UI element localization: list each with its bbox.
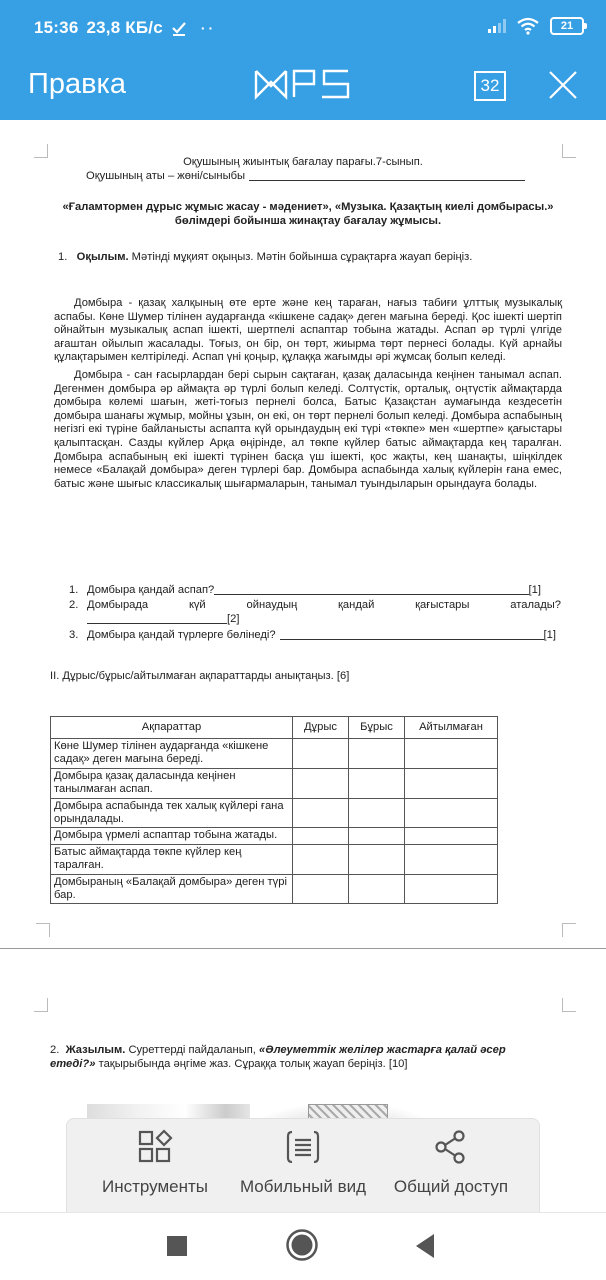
sheet-title: Оқушының жиынтық бағалау парағы.7-сынып. — [183, 156, 423, 168]
page-corner-mark — [562, 998, 576, 1012]
statement-cell: Домбыраның «Балақай домбыра» деген түрі бар. — [51, 874, 293, 904]
not-stated-cell[interactable] — [405, 798, 498, 828]
true-cell[interactable] — [293, 844, 349, 874]
mobile-view-label: Мобильный вид — [239, 1177, 367, 1196]
false-cell[interactable] — [349, 828, 405, 844]
home-icon[interactable] — [285, 1228, 319, 1262]
answer-field[interactable] — [214, 584, 528, 595]
signal-icon — [488, 19, 506, 33]
statement-cell: Батыс аймақтарда төкпе күйлер кең таралған. — [51, 844, 293, 874]
battery-icon: 21 — [550, 17, 584, 35]
task-number: 2. — [50, 1044, 60, 1056]
task-label: Оқылым. — [76, 251, 129, 263]
status-bar — [0, 0, 606, 56]
back-icon[interactable] — [414, 1233, 436, 1259]
table-row — [51, 739, 498, 769]
task-number: 1. — [58, 251, 68, 263]
reading-passage — [54, 297, 562, 491]
table-row — [51, 874, 498, 904]
question-item-cont — [87, 613, 239, 627]
question-points: [1] — [528, 584, 541, 596]
false-cell[interactable] — [349, 844, 405, 874]
question-item — [69, 599, 561, 613]
task-text: тақырыбында әңгіме жаз. Сұраққа толық жауап беріңіз. [10] — [95, 1057, 408, 1070]
not-stated-cell[interactable] — [405, 844, 498, 874]
mobile-view-icon — [285, 1129, 321, 1165]
table-row — [51, 768, 498, 798]
table-header-row — [51, 717, 498, 739]
col-header: Бұрыс — [349, 717, 405, 739]
page-corner-mark — [34, 998, 48, 1012]
page-corner-mark — [36, 923, 50, 937]
question-item — [69, 584, 541, 598]
network-speed: 23,8 КБ/с — [86, 18, 163, 37]
essay-topic: «Әлеуметтік желілер жастарға қалай әсер етеді?» — [50, 1044, 506, 1070]
not-stated-cell[interactable] — [405, 828, 498, 844]
statement-cell: Домбыра аспабында тек халық күйлері ғана орындалады. — [51, 798, 293, 828]
statement-cell: Домбыра қазақ даласында кеңінен танылмаған аспап. — [51, 768, 293, 798]
section2-title: II. Дұрыс/бұрыс/айтылмаған ақпараттарды анықтаңыз. [6] — [50, 670, 350, 682]
question-number: 1. — [69, 584, 79, 596]
wifi-icon — [516, 17, 540, 35]
share-icon — [433, 1129, 469, 1165]
task-label: Жазылым. — [65, 1044, 126, 1056]
task-text: Мәтінді мұқият оқыңыз. Мәтін бойынша сұрақтарға жауап беріңіз. — [128, 251, 473, 263]
tools-label: Инструменты — [101, 1177, 208, 1196]
app-header — [0, 0, 606, 120]
answer-field[interactable] — [87, 613, 227, 624]
tools-icon — [137, 1129, 173, 1165]
tools-button[interactable] — [81, 1119, 229, 1212]
system-nav-bar — [0, 1212, 606, 1280]
student-name-field[interactable] — [249, 170, 525, 181]
student-name-label: Оқушының аты – жөні/сыныбы — [86, 170, 246, 182]
edit-button[interactable]: Правка — [28, 68, 126, 100]
question-points: [1] — [543, 629, 556, 641]
false-cell[interactable] — [349, 874, 405, 904]
col-header: Дұрыс — [293, 717, 349, 739]
col-header: Айтылмаған — [405, 717, 498, 739]
passage-paragraph: Домбыра - қазақ халқының өте ерте және кең тараған, нағыз табиғи ұлттық музыкалық аспабы. Көне Шумер тілінен аударғанда «кішкене садақ» деген мағына береді. Қос ішекті шертіп ойнайтын музыкалық аспап ішекті, шертпелі аспаптар тобына жатады. Аспап әр түрлі үлгіде ағаштан ойылып жасалады. Тоғыз, он бір, он төрт, жиырма төрт пернесі болады. Күй арнайы құлақтарымен келтіріледі. Аспап үні қоңыр, құлаққа жағымды әрі жұмсақ болып келеді. — [54, 297, 562, 364]
status-left — [34, 18, 216, 38]
section-heading: «Ғаламтормен дұрыс жұмыс жасау - мәдениет», «Музыка. Қазақтың киелі домбырасы.» бөлімдері бойынша жинақтау бағалау жұмысы. — [62, 201, 554, 227]
false-cell[interactable] — [349, 739, 405, 769]
wps-logo — [254, 68, 352, 100]
download-done-icon — [171, 20, 187, 36]
app-toolbar — [0, 56, 606, 120]
answer-field[interactable] — [280, 629, 544, 640]
share-button[interactable] — [377, 1119, 525, 1212]
table-row — [51, 828, 498, 844]
true-cell[interactable] — [293, 874, 349, 904]
true-false-table — [50, 716, 498, 904]
true-cell[interactable] — [293, 739, 349, 769]
question-text: Домбыра қандай аспап? — [87, 584, 215, 596]
document-view[interactable] — [0, 120, 606, 1280]
not-stated-cell[interactable] — [405, 739, 498, 769]
not-stated-cell[interactable] — [405, 874, 498, 904]
question-number: 3. — [69, 629, 79, 641]
question-text: Домбыра қандай түрлерге бөлінеді? — [87, 629, 276, 641]
page-separator — [0, 948, 606, 949]
statement-cell: Домбыра үрмелі аспаптар тобына жатады. — [51, 828, 293, 844]
close-icon[interactable] — [546, 68, 580, 102]
page-corner-mark — [562, 923, 576, 937]
true-cell[interactable] — [293, 798, 349, 828]
more-notifications-icon: ·· — [200, 20, 217, 36]
student-name-line — [86, 170, 525, 184]
statement-cell: Көне Шумер тілінен аударғанда «кішкене садақ» деген мағына береді. — [51, 739, 293, 769]
clock: 15:36 — [34, 18, 79, 37]
question-number: 2. — [69, 599, 79, 611]
question-text: Домбырада күй ойнаудың қандай қағыстары аталады? — [87, 599, 561, 611]
page-count-button[interactable]: 32 — [474, 71, 506, 101]
task-text: Суреттерді пайдаланып, — [125, 1044, 260, 1056]
table-row — [51, 798, 498, 828]
task2-instruction — [50, 1044, 530, 1071]
true-cell[interactable] — [293, 828, 349, 844]
question-points: [2] — [227, 613, 240, 625]
false-cell[interactable] — [349, 768, 405, 798]
task1-instruction — [58, 251, 472, 265]
question-item — [69, 629, 556, 643]
status-right — [488, 17, 584, 35]
false-cell[interactable] — [349, 798, 405, 828]
true-cell[interactable] — [293, 768, 349, 798]
recents-icon[interactable] — [166, 1235, 188, 1257]
bottom-toolbar — [66, 1118, 540, 1212]
col-header: Ақпараттар — [51, 717, 293, 739]
share-label: Общий доступ — [393, 1177, 509, 1196]
mobile-view-button[interactable] — [229, 1119, 377, 1212]
not-stated-cell[interactable] — [405, 768, 498, 798]
passage-paragraph: Домбыра - сан ғасырлардан бері сырын сақтаған, қазақ даласында кеңінен танымал аспап. Дегенмен домбыра әр аймақта әр түрлі болып келеді. Солтүстік, орталық, оңтүстік аймақтарда домбыра көлемі шағын, жеті-тоғыз пернелі болса, Батыс Қазақстан аумағында кездесетін домбыра шанағы жұмыр, мойны ұзын, он екі, он төрт пернелі болып келеді. Домбыра аспабының негізгі екі түріне байланысты аспапта күй орындаудың екі түрі «төкпе» мен «шертпе» қағыстары қалыптасқан. Сазды күйлер Арқа өңірінде, ал төкпе күйлер батыс аймақтарда кең таралған. Домбыра аспабының екі ішекті түрінен басқа үш ішекті, қос жақты, кең шанақты, шіңкілдек немесе «Балақай домбыра» деген түрлері бар. Домбыра аспабында халық күйлерін ғана емес, батыс және шығыс классикалық шығармаларын, танымал туындыларын орындауға болады. — [54, 368, 562, 490]
table-row — [51, 844, 498, 874]
